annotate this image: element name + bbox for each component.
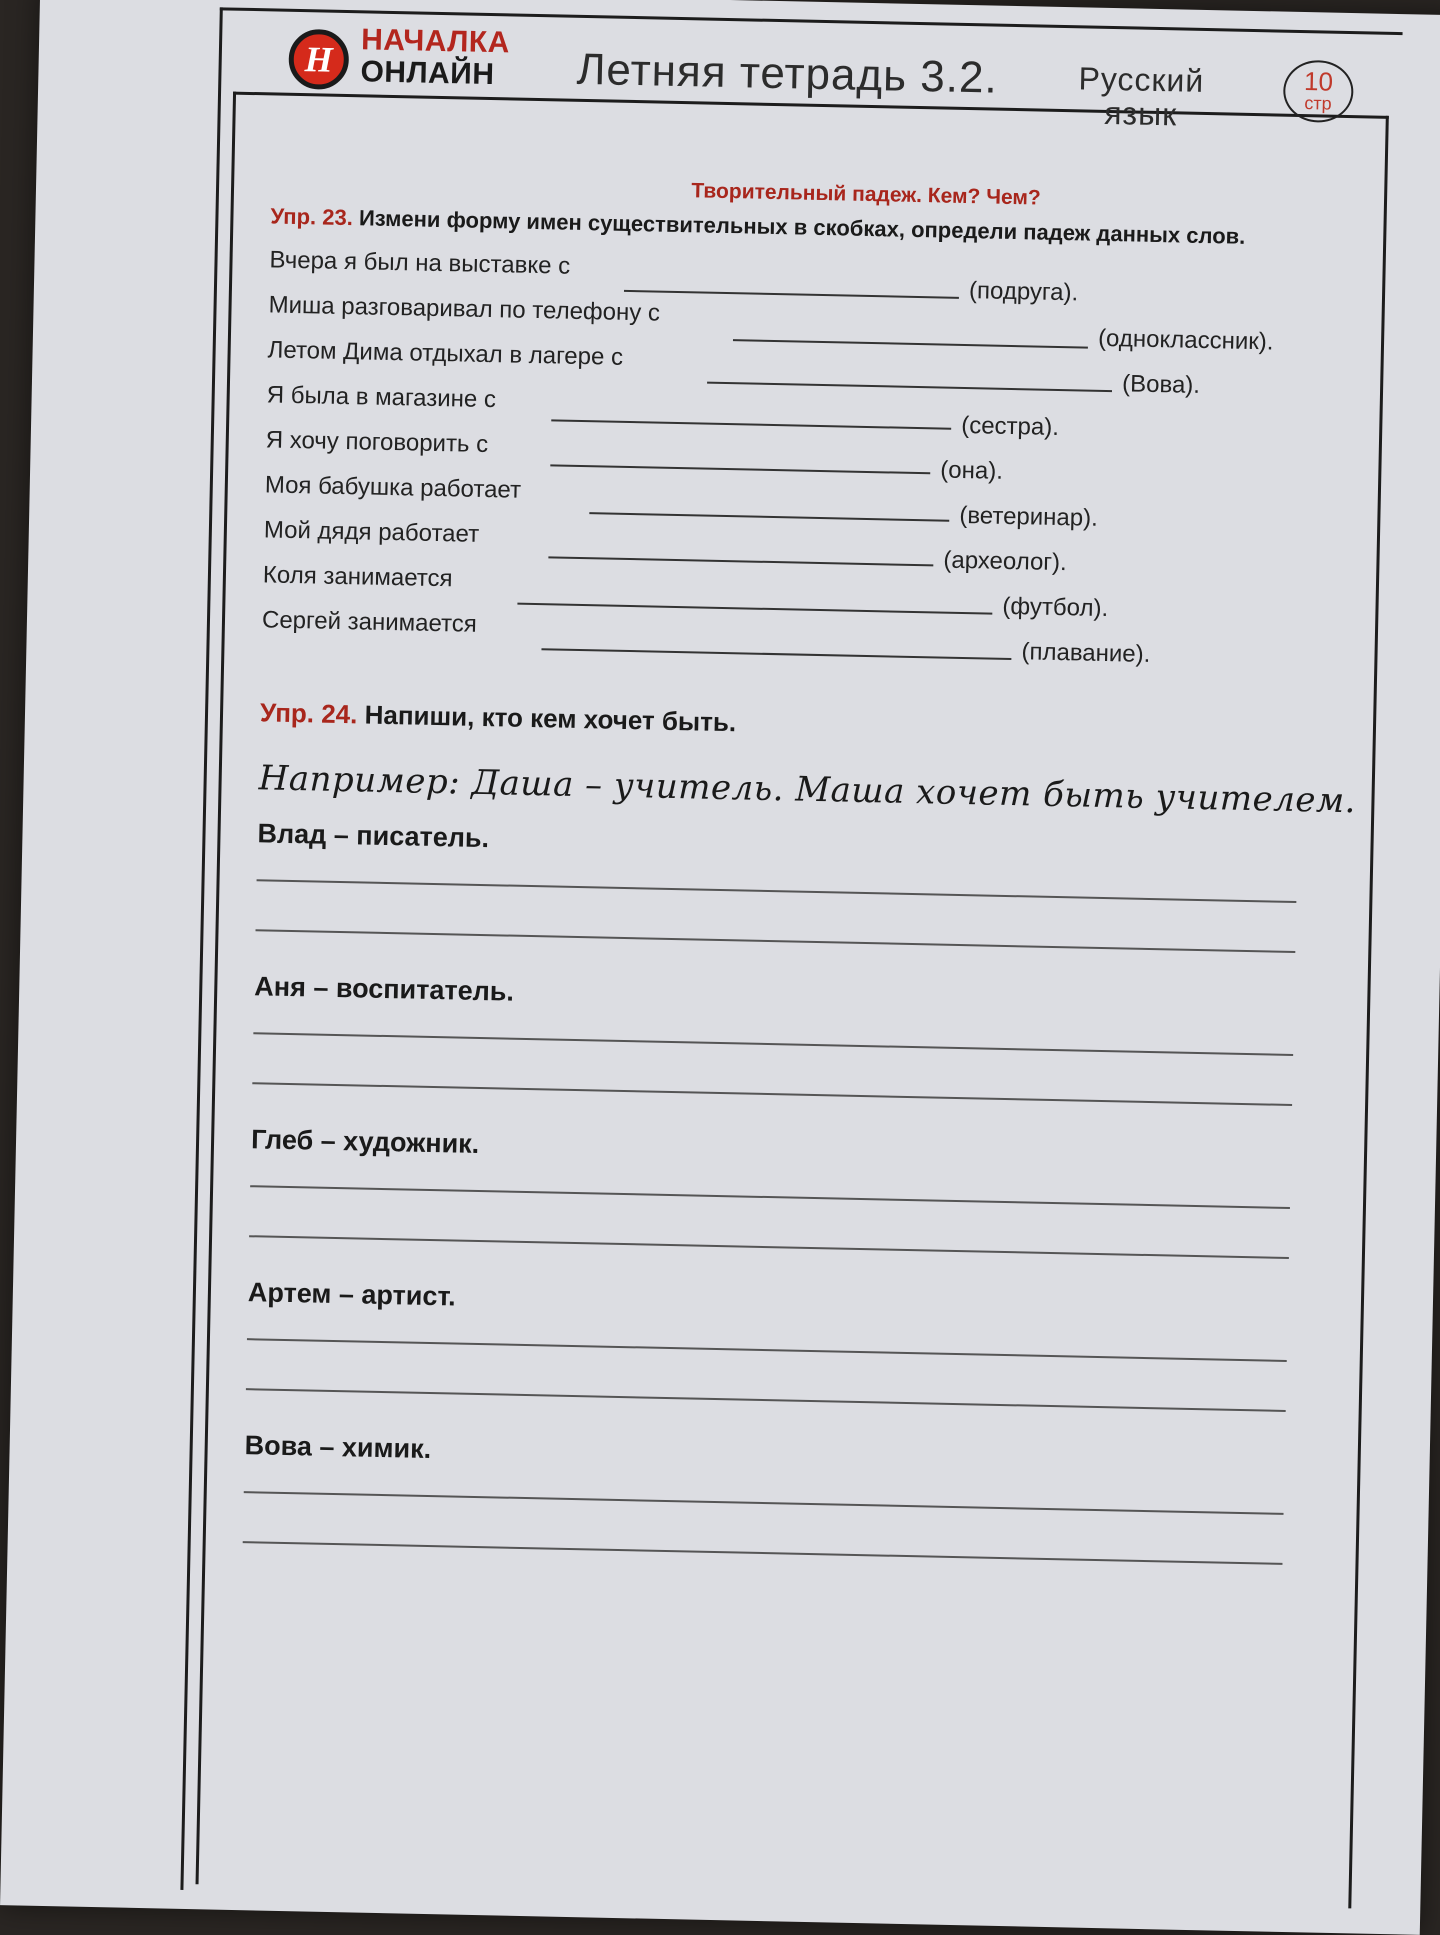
person-block <box>246 1277 1358 1413</box>
person-block <box>249 1124 1361 1260</box>
topic-title: Творительный падеж. Кем? Чем? <box>691 179 1041 210</box>
writing-line[interactable] <box>249 1235 1289 1259</box>
writing-line[interactable] <box>247 1338 1287 1362</box>
person-prompt: Влад – писатель. <box>257 818 490 854</box>
sentence-start: Сергей занимается <box>261 606 478 638</box>
sentence-start: Я была в магазине с <box>266 381 497 414</box>
sentence-start: Летом Дима отдыхал в лагере с <box>267 336 624 371</box>
writing-line[interactable] <box>255 929 1295 953</box>
person-prompt: Вова – химик. <box>244 1430 432 1465</box>
word-hint: (сестра). <box>960 411 1060 441</box>
writing-line[interactable] <box>246 1388 1286 1412</box>
exercise-23-rows <box>261 246 1379 674</box>
answer-blank[interactable] <box>589 512 949 522</box>
writing-line[interactable] <box>250 1185 1290 1209</box>
logo-line1: НАЧАЛКА <box>360 23 511 60</box>
answer-blank[interactable] <box>541 648 1011 660</box>
word-hint: (плавание). <box>1021 638 1151 668</box>
exercise-23-instruction: Измени форму имен существительных в скобках, определи падеж данных слов. <box>358 205 1246 249</box>
person-block <box>255 818 1367 954</box>
person-prompt: Артем – артист. <box>247 1277 457 1312</box>
exercise-24-heading <box>260 697 1370 751</box>
answer-blank[interactable] <box>550 464 930 474</box>
writing-line[interactable] <box>257 879 1297 903</box>
logo-line2: ОНЛАЙН <box>360 55 495 92</box>
sentence-start: Вчера я был на выставке с <box>269 246 571 280</box>
logo-icon: Н <box>288 29 349 90</box>
subject-line1: Русский <box>1078 60 1205 99</box>
book-title: Летняя тетрадь 3.2. <box>576 44 999 103</box>
person-block <box>243 1430 1355 1566</box>
handwritten-example: Например: Даша – учитель. Маша хочет быть учителем. <box>258 758 1357 822</box>
exercise-24-instruction: Напиши, кто кем хочет быть. <box>364 699 737 738</box>
exercise-24-number: Упр. 24. <box>259 697 358 730</box>
word-hint: (Вова). <box>1121 370 1201 399</box>
person-prompt: Глеб – художник. <box>250 1124 480 1159</box>
word-hint: (археолог). <box>943 546 1068 577</box>
exercise-23-number: Упр. 23. <box>270 203 354 231</box>
word-hint: (ветеринар). <box>959 501 1099 532</box>
answer-blank[interactable] <box>707 382 1112 392</box>
sentence-start: Миша разговаривал по телефону с <box>268 291 661 327</box>
word-hint: (она). <box>940 456 1004 485</box>
writing-line[interactable] <box>244 1491 1284 1515</box>
page-number-badge <box>1283 60 1354 123</box>
subject-label <box>1077 61 1204 132</box>
answer-blank[interactable] <box>551 419 951 429</box>
answer-blank[interactable] <box>548 556 933 566</box>
word-hint: (футбол). <box>1002 592 1109 623</box>
sentence-start: Моя бабушка работает <box>264 471 522 504</box>
subject-line2: язык <box>1103 94 1178 133</box>
sentence-start: Мой дядя работает <box>263 516 480 548</box>
worksheet-content <box>243 170 1382 1566</box>
writing-line[interactable] <box>253 1032 1293 1056</box>
logo-text <box>360 24 510 91</box>
person-prompt: Аня – воспитатель. <box>254 971 515 1007</box>
writing-line[interactable] <box>252 1082 1292 1106</box>
word-hint: (одноклассник). <box>1097 324 1274 356</box>
answer-blank[interactable] <box>624 290 959 299</box>
sentence-start: Я хочу поговорить с <box>265 426 489 459</box>
word-hint: (подруга). <box>968 277 1079 307</box>
page-number: 10 <box>1303 66 1334 97</box>
sentence-start: Коля занимается <box>262 561 453 593</box>
page-suffix: стр <box>1304 93 1332 114</box>
person-block <box>252 971 1364 1107</box>
